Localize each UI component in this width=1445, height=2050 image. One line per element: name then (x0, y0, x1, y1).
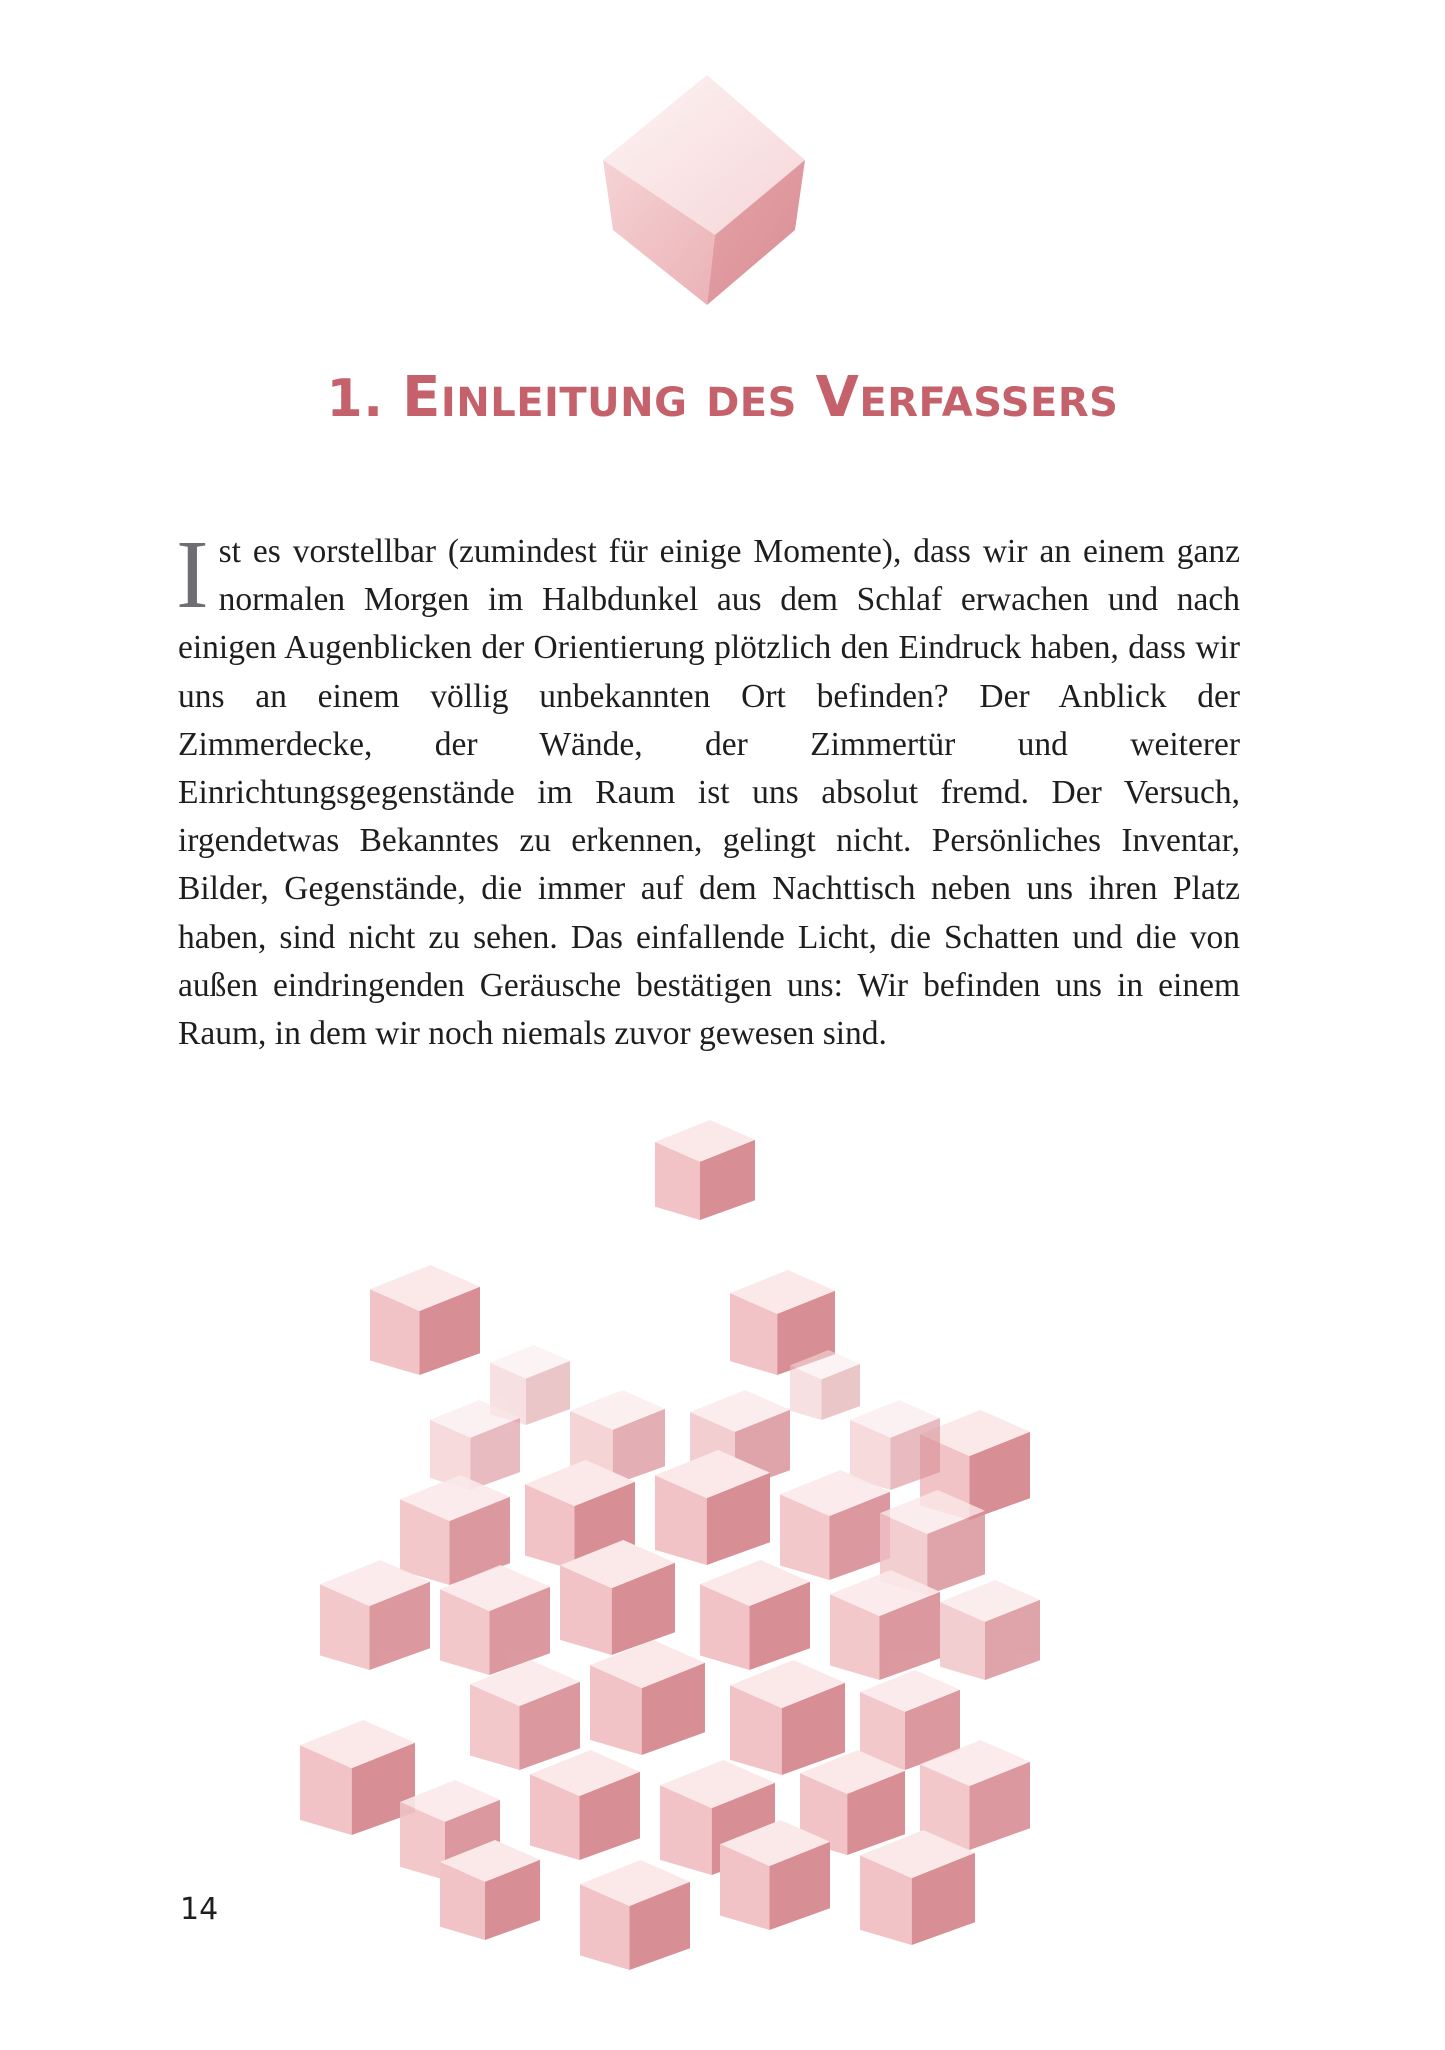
top-cube-illustration (595, 70, 815, 310)
cube-block (940, 1580, 1040, 1680)
cube-block (830, 1570, 940, 1680)
cube-block (700, 1560, 810, 1670)
cube-block (590, 1640, 705, 1755)
page-number: 14 (180, 1892, 219, 1927)
cube-block (780, 1470, 890, 1580)
chapter-title (0, 365, 1445, 430)
title-word-einleitung: INLEITUNG (440, 380, 688, 426)
cube-block (860, 1830, 975, 1945)
title-word-verfassers: ERFASSERS (859, 380, 1119, 426)
cube-block (655, 1450, 770, 1565)
body-text-content: st es vorstellbar (zumindest für einige Momente), dass wir an einem ganz normalen Morgen im Halbdunkel aus dem Schlaf erwachen und nach einigen Augenblicken der Orientierung plötzlich den Eindruck haben, dass wir uns an einem völlig unbekannten Ort befinden? Der Anblick der Zimmerdecke, der Wände, der Zimmertür und weiterer Einrichtungsgegenstände im Raum ist uns absolut fremd. Der Versuch, irgendetwas Bekanntes zu erkennen, gelingt nicht. Persönliches Inventar, Bilder, Gegenstände, die immer auf dem Nachttisch neben uns ihren Platz haben, sind nicht zu sehen. Das einfallende Licht, die Schatten und die von außen eindringenden Geräusche bestätigen uns: Wir befinden uns in einem Raum, in dem wir noch niemals zuvor gewesen sind. (178, 533, 1240, 1053)
title-initial-e: E (402, 365, 441, 430)
title-word-des: DES (706, 380, 797, 426)
drop-cap: I (176, 521, 209, 629)
cube-block (320, 1560, 430, 1670)
cube-block (730, 1660, 845, 1775)
cube-block (530, 1750, 640, 1860)
body-paragraph (176, 521, 1240, 1058)
cube-block (430, 1400, 520, 1490)
title-initial-v: V (815, 365, 860, 430)
cube-block (655, 1120, 755, 1220)
cube-block (470, 1660, 580, 1770)
cube-block (300, 1720, 415, 1835)
chapter-number: 1. (326, 369, 384, 429)
cube-block (850, 1400, 940, 1490)
cube-block (370, 1265, 480, 1375)
exploding-cubes-illustration (300, 1100, 1160, 1980)
cube-block (580, 1860, 690, 1970)
